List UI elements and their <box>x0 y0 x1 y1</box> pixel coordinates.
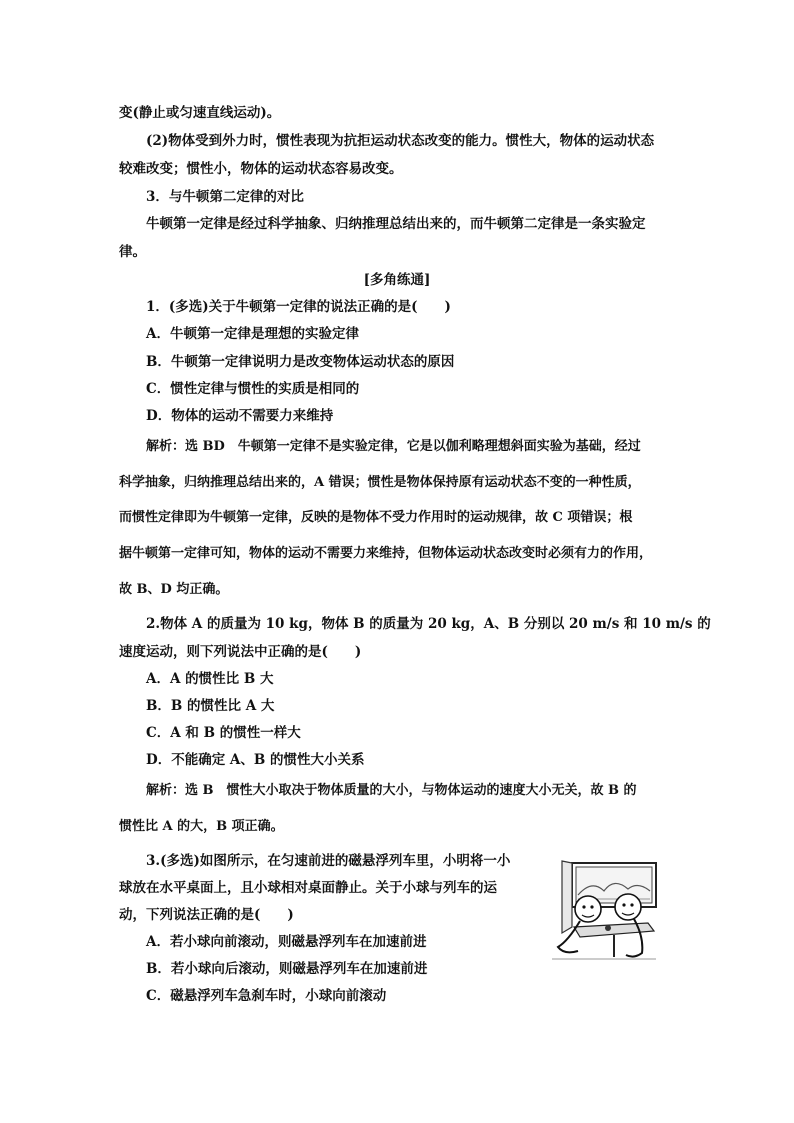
q2-option-c: C．A 和 B 的惯性一样大 <box>146 725 301 741</box>
q1-option-a: A．牛顿第一定律是理想的实验定律 <box>146 326 359 342</box>
q3-option-a: A．若小球向前滚动，则磁悬浮列车在加速前进 <box>146 934 427 950</box>
intro-line-2: (2)物体受到外力时，惯性表现为抗拒运动状态改变的能力。惯性大，物体的运动状态 <box>146 133 655 149</box>
q1-analysis-line: 而惯性定律即为牛顿第一定律，反映的是物体不受力作用时的运动规律，故 C 项错误；根 <box>119 510 633 525</box>
q3-stem-line-3: 动，下列说法正确的是( ) <box>119 907 294 923</box>
q2-analysis-line: 解析：选 B 惯性大小取决于物体质量的大小，与物体运动的速度大小无关，故 B 的 <box>146 783 637 798</box>
intro-line-3: 较难改变；惯性小，物体的运动状态容易改变。 <box>119 161 403 177</box>
q2-stem-line-1: 2.物体 A 的质量为 10 kg，物体 B 的质量为 20 kg，A、B 分别以 20 m/s 和 10 m/s 的 <box>146 616 711 632</box>
train-cartoon-icon <box>544 857 660 963</box>
q2-stem-line-2: 速度运动，则下列说法中正确的是( ) <box>119 644 362 660</box>
intro-line-4: 牛顿第一定律是经过科学抽象、归纳推理总结出来的，而牛顿第二定律是一条实验定 <box>146 216 646 232</box>
intro-heading-3: 3．与牛顿第二定律的对比 <box>146 189 304 205</box>
q3-stem-line-1: 3.(多选)如图所示，在匀速前进的磁悬浮列车里，小明将一小 <box>146 853 511 869</box>
q1-option-d: D．物体的运动不需要力来维持 <box>146 408 334 424</box>
q1-stem: 1．(多选)关于牛顿第一定律的说法正确的是( ) <box>146 299 451 315</box>
q2-option-a: A．A 的惯性比 B 大 <box>146 671 274 687</box>
q1-option-b: B．牛顿第一定律说明力是改变物体运动状态的原因 <box>146 354 455 370</box>
q1-analysis-line: 解析：选 BD 牛顿第一定律不是实验定律，它是以伽利略理想斜面实验为基础，经过 <box>146 439 641 454</box>
q1-analysis-line: 科学抽象，归纳推理总结出来的，A 错误；惯性是物体保持原有运动状态不变的一种性质， <box>119 475 641 490</box>
q3-stem-line-2: 球放在水平桌面上，且小球相对桌面静止。关于小球与列车的运 <box>119 880 497 896</box>
q2-option-b: B．B 的惯性比 A 大 <box>146 698 275 714</box>
q1-option-c: C．惯性定律与惯性的实质是相同的 <box>146 381 360 397</box>
section-title: [多角练通] <box>363 272 431 288</box>
intro-line-1: 变(静止或匀速直线运动)。 <box>119 105 281 121</box>
q2-analysis-line: 惯性比 A 的大，B 项正确。 <box>119 819 284 834</box>
q1-analysis-line: 故 B、D 均正确。 <box>119 582 229 597</box>
q3-option-b: B．若小球向后滚动，则磁悬浮列车在加速前进 <box>146 961 428 977</box>
q3-option-c: C．磁悬浮列车急刹车时，小球向前滚动 <box>146 988 387 1004</box>
q2-option-d: D．不能确定 A、B 的惯性大小关系 <box>146 752 365 768</box>
q1-analysis-line: 据牛顿第一定律可知，物体的运动不需要力来维持，但物体运动状态改变时必须有力的作用， <box>119 546 653 561</box>
intro-line-5: 律。 <box>119 244 146 260</box>
